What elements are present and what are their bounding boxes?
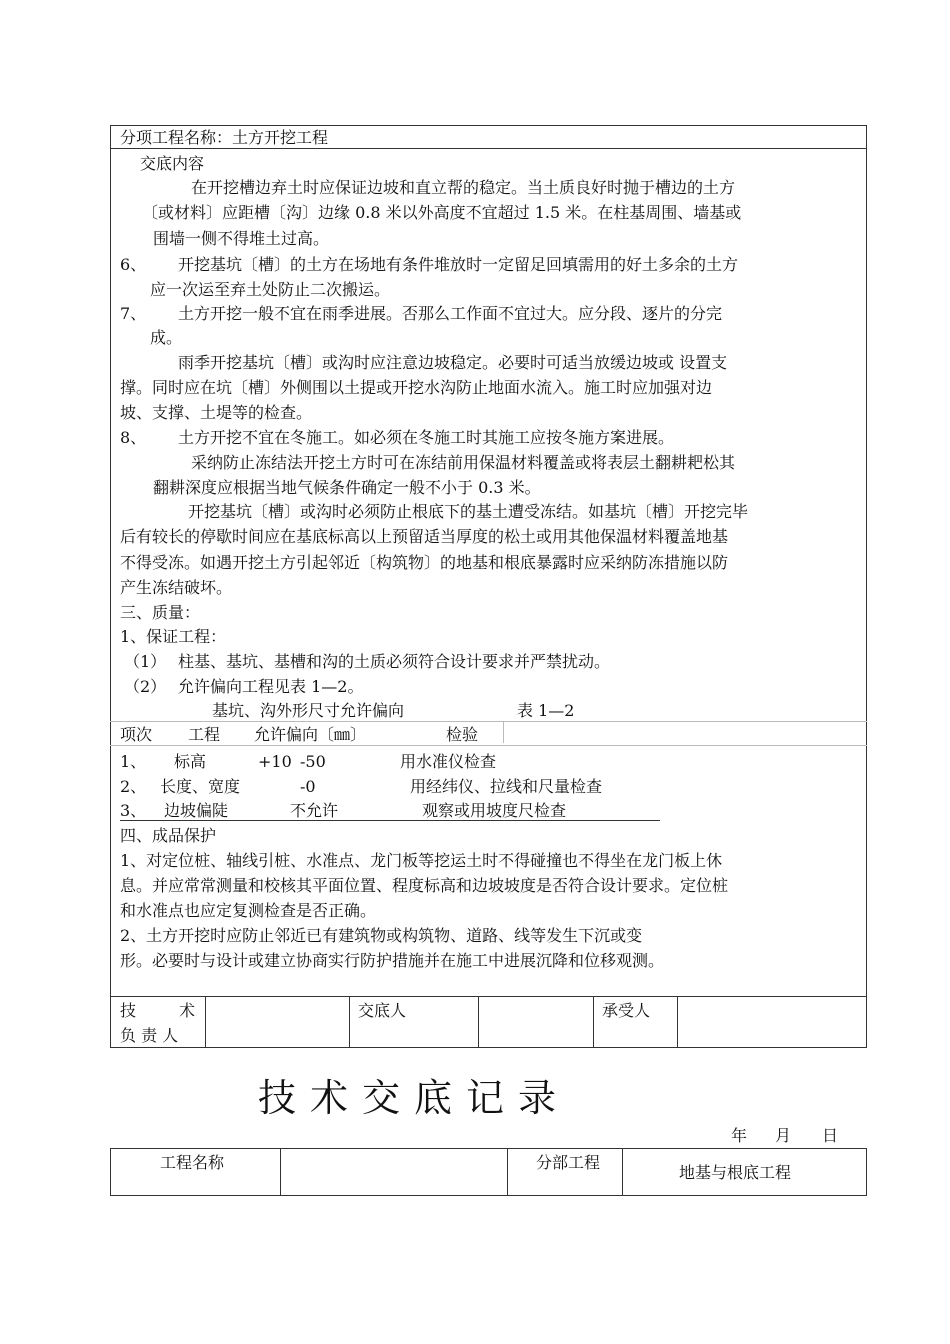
signoff-divider xyxy=(110,996,867,997)
body-line: 后有较长的停歇时间应在基底标高以上预留适当厚度的松土或用其他保温材料覆盖地基 xyxy=(120,527,729,546)
quality-heading: 三、质量： xyxy=(120,603,201,622)
sub-project-value: 地基与根底工程 xyxy=(679,1163,792,1182)
content-label: 交底内容 xyxy=(140,154,205,173)
table-rule xyxy=(110,745,867,746)
body-line: 允许偏向工程见表 1—2。 xyxy=(178,677,364,696)
tech-lead-label: 技 xyxy=(120,1001,137,1020)
table-caption: 基坑、沟外形尺寸允许偏向 xyxy=(212,701,405,720)
body-line: 采纳防止冻结法开挖土方时可在冻结前用保温材料覆盖或将表层土翻耕耙松其 xyxy=(191,453,736,472)
date-year-label: 年 xyxy=(731,1126,748,1145)
body-line: 雨季开挖基坑〔槽〕或沟时应注意边坡稳定。必要时可适当放缓边坡或 设置支 xyxy=(178,353,728,372)
record-cell-divider xyxy=(280,1148,281,1196)
item-number: （1） xyxy=(124,652,167,671)
protection-line: 1、对定位桩、轴线引桩、水准点、龙门板等挖运土时不得碰撞也不得坐在龙门板上休 xyxy=(120,851,723,870)
section-title: 分项工程名称：土方开挖工程 xyxy=(120,128,329,147)
table-cell: 3、 xyxy=(120,801,147,820)
item-number: 7、 xyxy=(120,304,147,323)
table-header: 工程 xyxy=(188,725,221,744)
tech-lead-signature-field[interactable] xyxy=(207,998,347,1046)
table-cell: -50 xyxy=(300,752,326,771)
table-column-divider xyxy=(503,721,504,743)
table-header: 检验 xyxy=(446,725,479,744)
table-cell: 边坡偏陡 xyxy=(164,801,229,820)
receiver-label: 承受人 xyxy=(602,1001,651,1020)
table-cell: +10 xyxy=(258,752,292,771)
sub-project-label: 分部工程 xyxy=(536,1153,601,1172)
item-number: （2） xyxy=(124,677,167,696)
body-line: 不得受冻。如遇开挖土方引起邻近〔构筑物〕的地基和根底暴露时应采纳防冻措施以防 xyxy=(120,553,729,572)
protection-line: 形。必要时与设计或建立协商实行防护措施并在施工中进展沉降和位移观测。 xyxy=(120,951,665,970)
body-line: 土方开挖不宜在冬施工。如必须在冬施工时其施工应按冬施方案进展。 xyxy=(178,428,675,447)
body-line: 柱基、基坑、基槽和沟的土质必须符合设计要求并严禁扰动。 xyxy=(178,652,611,671)
signoff-cell-divider xyxy=(349,996,350,1048)
guarantee-heading: 1、保证工程： xyxy=(120,627,227,646)
body-line: 翻耕深度应根据当地气候条件确定一般不小于 0.3 米。 xyxy=(153,478,541,497)
tech-lead-label: 术 xyxy=(179,1001,196,1020)
signoff-cell-divider xyxy=(677,996,678,1048)
table-cell: 用经纬仪、拉线和尺量检查 xyxy=(410,777,603,796)
date-day-label: 日 xyxy=(822,1126,839,1145)
table-cell: 用水准仪检查 xyxy=(400,752,497,771)
record-cell-divider xyxy=(507,1148,508,1196)
discloser-label: 交底人 xyxy=(358,1001,407,1020)
item-number: 6、 xyxy=(120,255,147,274)
body-line: 开挖基坑〔槽〕的土方在场地有条件堆放时一定留足回填需用的好土多余的土方 xyxy=(178,255,739,274)
date-month-label: 月 xyxy=(775,1126,792,1145)
body-line: 〔或材料〕应距槽〔沟〕边缘 0.8 米以外高度不宜超过 1.5 米。在柱基周围、墙基或 xyxy=(142,203,742,222)
table-cell: 2、 xyxy=(120,777,147,796)
signoff-cell-divider xyxy=(593,996,594,1048)
table-header: 允许偏向〔㎜〕 xyxy=(254,725,367,744)
table-cell: 观察或用坡度尺检查 xyxy=(422,801,567,820)
protection-line: 和水准点也应定复测检查是否正确。 xyxy=(120,901,377,920)
body-line: 产生冻结破坏。 xyxy=(120,578,233,597)
body-line: 开挖基坑〔槽〕或沟时必须防止根底下的基土遭受冻结。如基坑〔槽〕开挖完毕 xyxy=(188,502,749,521)
body-line: 土方开挖一般不宜在雨季进展。否那么工作面不宜过大。应分段、逐片的分完 xyxy=(178,304,723,323)
project-name-label: 工程名称 xyxy=(160,1153,225,1172)
table-header: 项次 xyxy=(120,725,153,744)
protection-heading: 四、成品保护 xyxy=(120,826,217,845)
table-cell: 长度、宽度 xyxy=(160,777,241,796)
table-rule xyxy=(110,721,867,722)
body-line: 撑。同时应在坑〔槽〕外侧围以土提或开挖水沟防止地面水流入。施工时应加强对边 xyxy=(120,378,713,397)
tech-lead-label: 负 责 人 xyxy=(120,1026,179,1045)
table-cell: 不允许 xyxy=(290,801,339,820)
table-cell: 1、 xyxy=(120,752,147,771)
receiver-signature-field[interactable] xyxy=(679,998,865,1046)
body-line: 围墙一侧不得堆土过高。 xyxy=(153,229,330,248)
body-line: 成。 xyxy=(150,328,183,347)
item-number: 8、 xyxy=(120,428,147,447)
record-cell-divider xyxy=(622,1148,623,1196)
protection-line: 息。并应常常测量和校核其平面位置、程度标高和边坡坡度是否符合设计要求。定位桩 xyxy=(120,876,729,895)
protection-line: 2、土方开挖时应防止邻近已有建筑物或构筑物、道路、线等发生下沉或变 xyxy=(120,926,643,945)
table-number: 表 1—2 xyxy=(517,701,575,720)
section-title-divider xyxy=(110,148,867,149)
table-bottom-rule xyxy=(120,820,660,821)
signoff-cell-divider xyxy=(205,996,206,1048)
discloser-signature-field[interactable] xyxy=(480,998,591,1046)
body-line: 坡、支撑、土堤等的检查。 xyxy=(120,403,313,422)
table-cell: 标高 xyxy=(174,752,207,771)
project-name-field[interactable] xyxy=(282,1150,505,1194)
body-line: 在开挖槽边弃土时应保证边坡和直立帮的稳定。当土质良好时抛于槽边的土方 xyxy=(191,178,736,197)
record-title: 技术交底记录 xyxy=(258,1076,571,1120)
body-line: 应一次运至弃土处防止二次搬运。 xyxy=(150,280,391,299)
signoff-cell-divider xyxy=(478,996,479,1048)
table-cell: -0 xyxy=(300,777,316,796)
